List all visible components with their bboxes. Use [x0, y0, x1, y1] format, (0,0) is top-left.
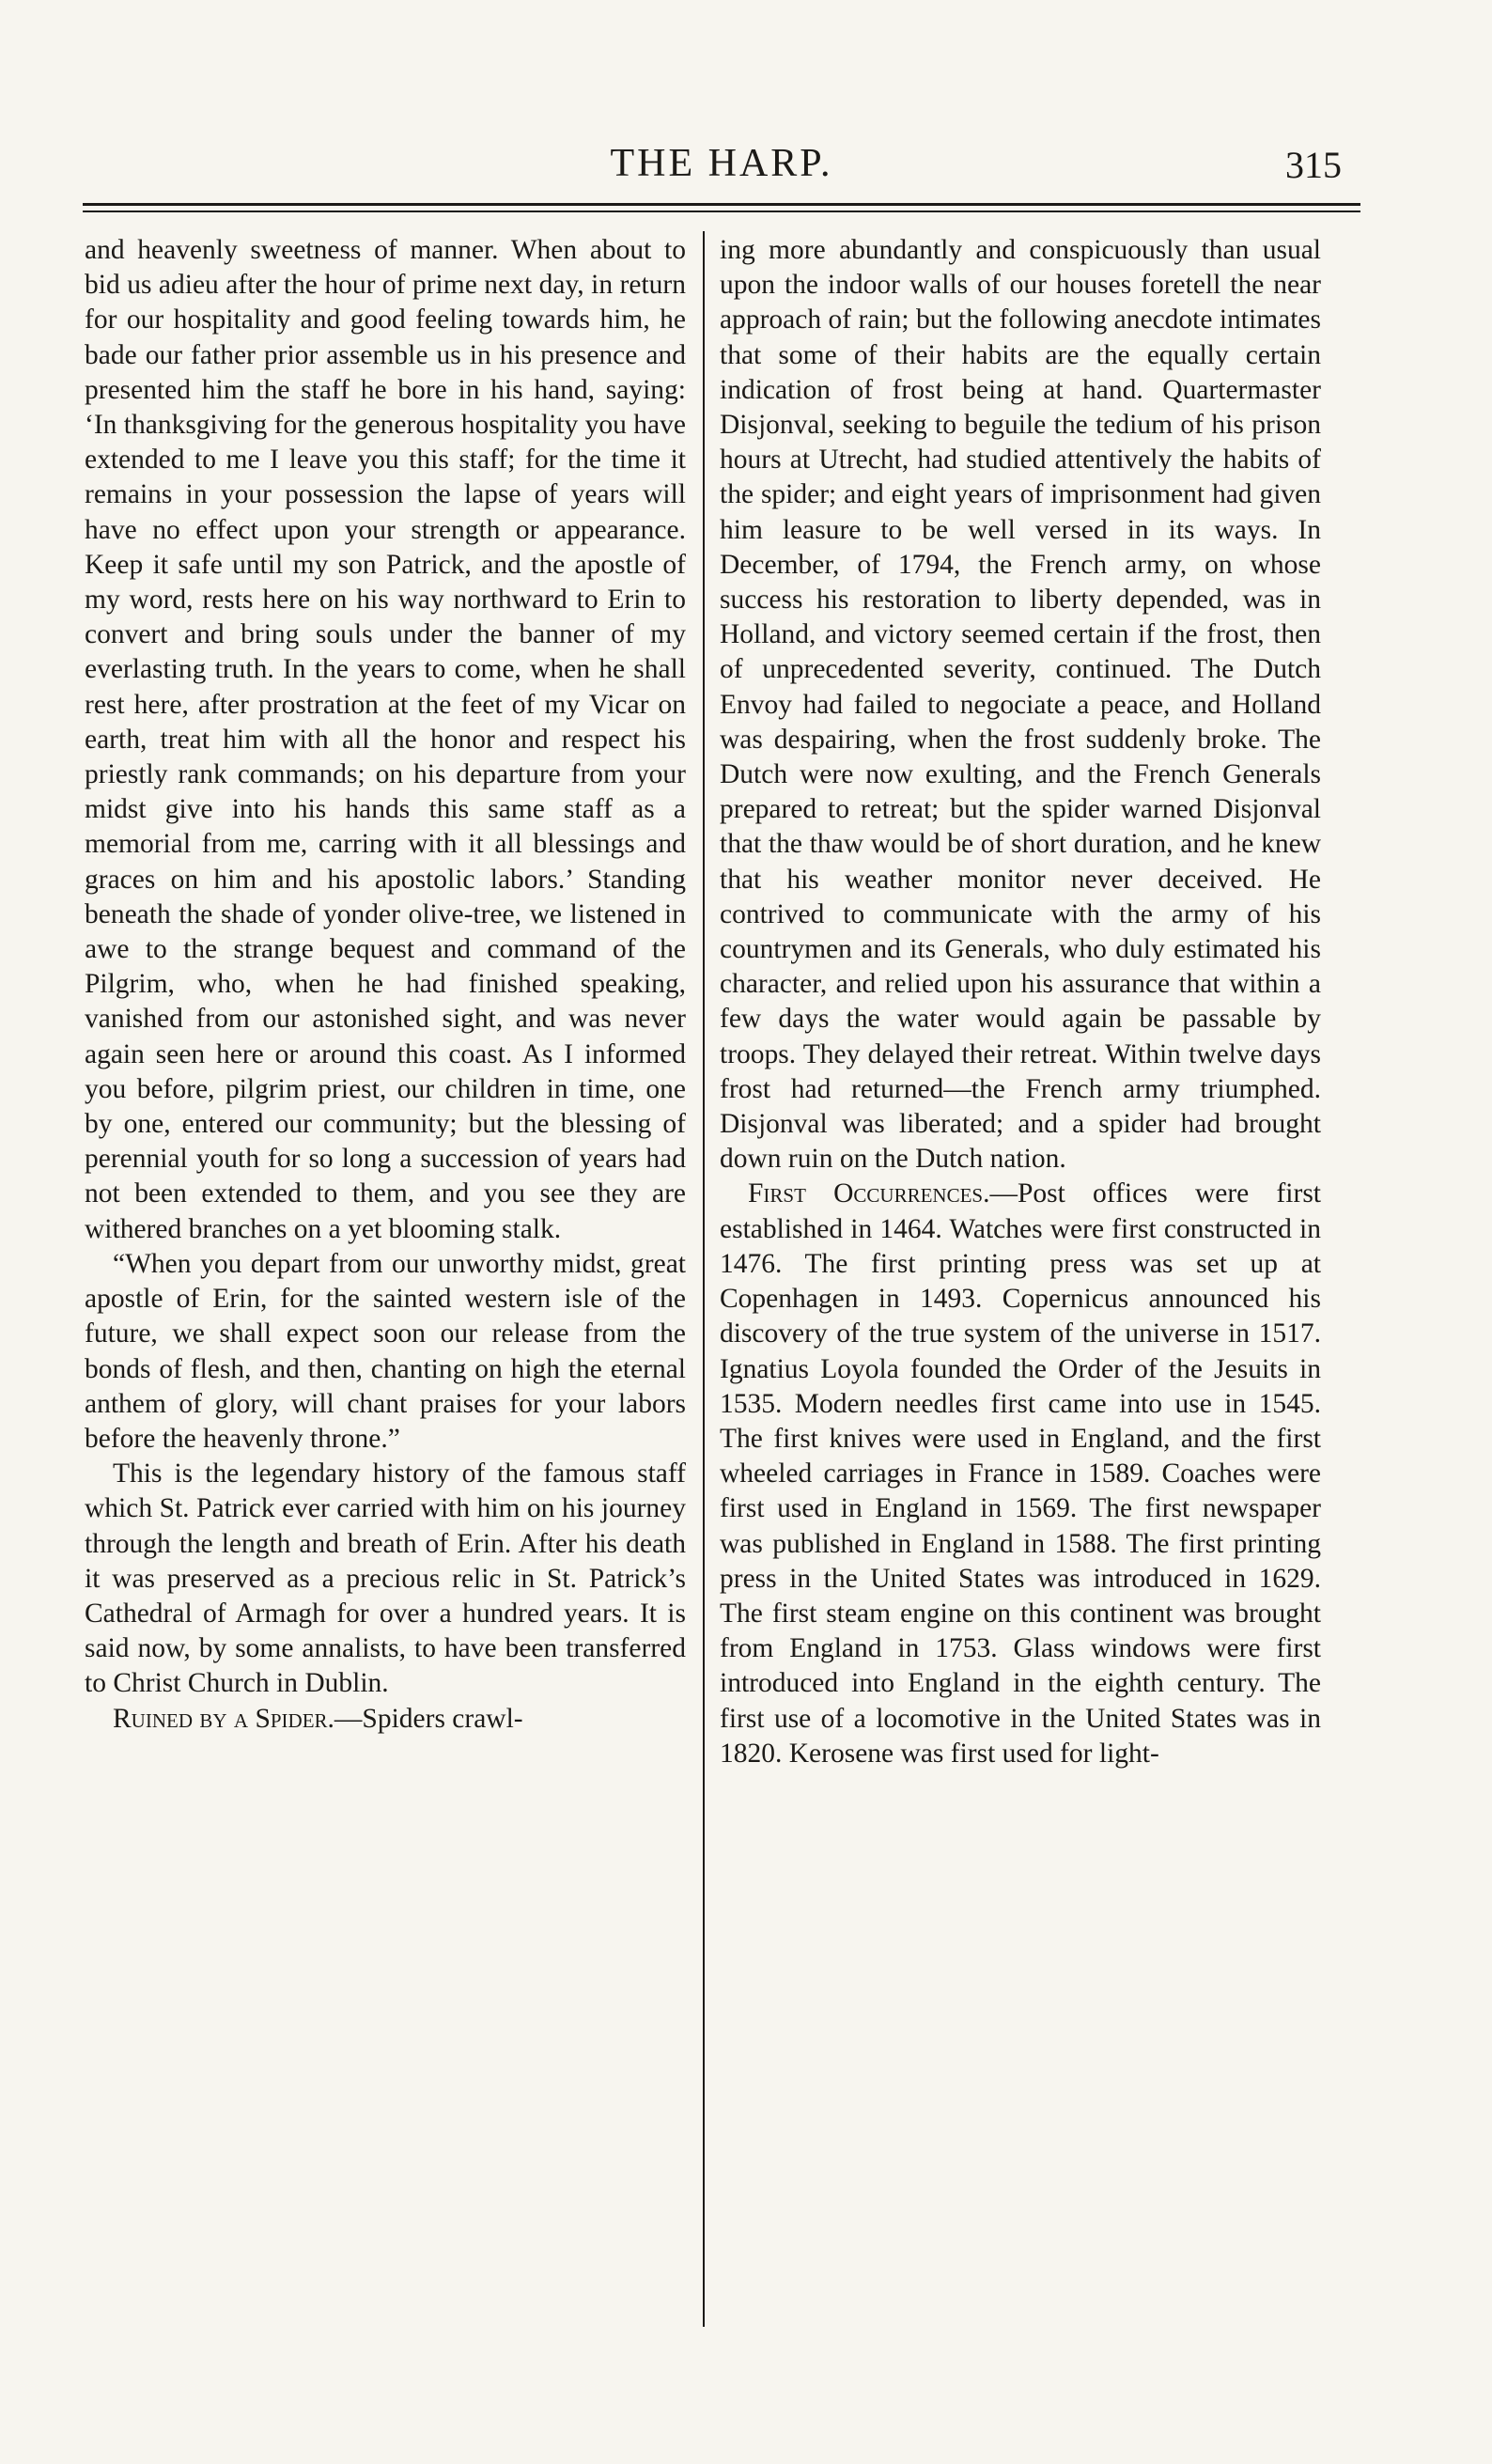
left-column [85, 233, 686, 1737]
right-paragraph-2 [720, 1177, 1321, 1770]
left-paragraph-4 [85, 1702, 686, 1737]
page-header [83, 141, 1360, 197]
right-paragraph-1: ing more abundantly and conspicuously than usual upon the indoor walls of our houses foretell the near approach of rain; but the following anecdote intimates that some of their habits are the equally certain indication of frost being at hand. Quartermaster Disjonval, seeking to beguile the tedium of his prison hours at Utrecht, had studied attentively the habits of the spider; and eight years of imprisonment had given him leasure to be well versed in its ways. In December, of 1794, the French army, on whose success his restoration to liberty depended, was in Holland, and victory seemed certain if the frost, then of unprecedented severity, continued. The Dutch Envoy had failed to negociate a peace, and Holland was despairing, when the frost suddenly broke. The Dutch were now exulting, and the French Generals prepared to retreat; but the spider warned Disjonval that the thaw would be of short duration, and he knew that his weather monitor never deceived. He contrived to communicate with the army of his countrymen and its Generals, who duly estimated his character, and relied upon his assurance that within a few days the water would again be passable by troops. They delayed their retreat. Within twelve days frost had returned—the French army triumphed. Disjonval was liberated; and a spider had brought down ruin on the Dutch nation. [720, 235, 1321, 1175]
section-heading-first-occurrences: First Occurrences. [748, 1178, 990, 1209]
right-column [720, 233, 1321, 1771]
running-title: THE HARP. [610, 142, 833, 185]
left-paragraph-1: and heavenly sweetness of manner. When about to bid us adieu after the hour of prime next day, in return for our hospitality and good feeling towards him, he bade our father prior assemble us in his presence and presented him the staff he bore in his hand, saying: ‘In thanksgiving for the generous hospitality you have extended to me I leave you this staff; for the time it remains in your possession the lapse of years will have no effect upon your strength or appearance. Keep it safe until my son Patrick, and the apostle of my word, rests here on his way northward to Erin to convert and bring souls under the banner of my everlasting truth. In the years to come, when he shall rest here, after prostration at the feet of my Vicar on earth, treat him with all the honor and respect his priestly rank commands; on his departure from your midst give into his hands this same staff as a memorial from me, carring with it all blessings and graces on him and his apostolic labors.’ Standing beneath the shade of yonder olive-tree, we listened in awe to the strange bequest and command of the Pilgrim, who, when he had finished speaking, vanished from our astonished sight, and was never again seen here or around this coast. As I informed you before, pilgrim priest, our children in time, one by one, entered our community; but the blessing of perennial youth for so long a succession of years had not been extended to them, and you see they are withered branches on a yet blooming stalk. [85, 235, 686, 1244]
right-paragraph-2-text: —Post offices were first established in 1464. Watches were first constructed in 1476. The first printing press was set up at Copenhagen in 1493. Copernicus announced his discovery of the true system of the universe in 1517. Ignatius Loyola founded the Order of the Jesuits in 1535. Modern needles first came into use in 1545. The first knives were used in England, and the first wheeled carriages in France in 1589. Coaches were first used in England in 1569. The first newspaper was published in England in 1588. The first printing press in the United States was introduced in 1629. The first steam engine on this continent was brought from England in 1753. Glass windows were first introduced into England in the eighth century. The first use of a locomotive in the United States was in 1820. Kerosene was first used for light- [720, 1178, 1321, 1769]
header-rule-top [83, 203, 1360, 206]
column-divider [703, 231, 705, 2327]
page-number: 315 [1285, 144, 1342, 186]
section-heading-ruined-by-a-spider: Ruined by a Spider. [113, 1703, 334, 1734]
left-paragraph-3: This is the legendary history of the famous staff which St. Patrick ever carried with him on his journey through the length and breath of Erin. After his death it was preserved as a precious relic in St. Patrick’s Cathedral of Armagh for over a hundred years. It is said now, by some annalists, to have been transferred to Christ Church in Dublin. [85, 1458, 686, 1699]
header-rule-bottom [83, 211, 1360, 212]
left-paragraph-4-text: —Spiders crawl- [334, 1703, 523, 1734]
left-paragraph-2: “When you depart from our unworthy midst, great apostle of Erin, for the sainted western isle of the future, we shall expect soon our release from the bonds of flesh, and then, chanting on high the eternal anthem of glory, will chant praises for your labors before the heavenly throne.” [85, 1248, 686, 1454]
